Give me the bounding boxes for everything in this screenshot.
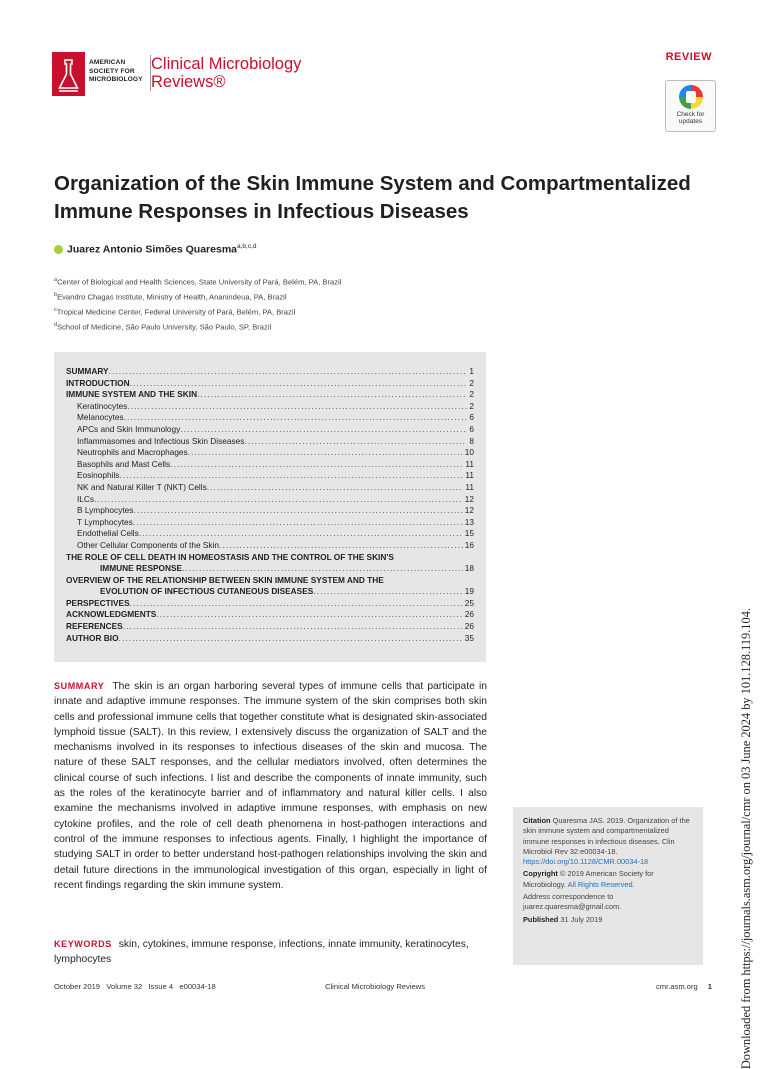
toc-entry[interactable]: Eosinophils . . . 11 [66, 470, 474, 482]
toc-entry[interactable]: SUMMARY . . . 1 [66, 366, 474, 378]
copyright: Copyright © 2019 American Society for Microbiology. All Rights Reserved. [523, 869, 654, 889]
author-line [54, 243, 257, 256]
society-name: AMERICAN SOCIETY FOR MICROBIOLOGY [89, 59, 143, 84]
toc-entry-continued[interactable]: IMMUNE RESPONSE . . . 18 [66, 563, 474, 575]
toc-entry[interactable]: Basophils and Mast Cells . . . 11 [66, 459, 474, 471]
toc-entry[interactable]: OVERVIEW OF THE RELATIONSHIP BETWEEN SKIN IMMUNE SYSTEM AND THE [66, 574, 384, 585]
toc-entry[interactable]: ILCs . . . 12 [66, 494, 474, 506]
article-title: Organization of the Skin Immune System and Compartmentalized Immune Responses in Infectious Diseases [54, 172, 691, 223]
crossmark-icon [679, 85, 703, 109]
page-number: 1 [707, 982, 712, 991]
affiliation: $^a$Center of Biological and Health Sciences, State University of Pará, Belém, PA, Brazil [54, 277, 342, 287]
doi-link[interactable]: https://doi.org/10.1128/CMR.00034-18 [523, 857, 649, 867]
keywords [54, 937, 487, 968]
citation: Citation Quaresma JAS. 2019. Organization of the skin immune system and compartmentalized immune responses in infectious diseases. Clin Microbiol Rev 32:e00034-18. https://doi.org/10.1128/CMR.00034-18 [523, 816, 690, 867]
author-affiliation-marks: a,b,c,d [237, 243, 257, 250]
keywords-text: skin, cytokines, immune response, infections, innate immunity, keratinocytes, lymphocytes [54, 939, 469, 966]
toc-entry[interactable]: Endothelial Cells . . . 15 [66, 528, 474, 540]
published: Published 31 July 2019 [523, 914, 603, 924]
rights-link[interactable]: All Rights Reserved. [567, 879, 635, 889]
toc-entry[interactable]: Keratinocytes . . . 2 [66, 401, 474, 413]
toc-entry[interactable]: REFERENCES . . . 26 [66, 621, 474, 633]
check-for-updates-button[interactable] [665, 80, 716, 132]
citation-box [513, 807, 703, 965]
orcid-icon[interactable] [54, 245, 63, 254]
toc-entry[interactable]: Inflammasomes and Infectious Skin Diseases . . . 8 [66, 436, 474, 448]
toc-entry[interactable]: AUTHOR BIO . . . 35 [66, 633, 474, 645]
toc-entry[interactable]: APCs and Skin Immunology . . . 6 [66, 424, 474, 436]
toc-list [66, 366, 474, 644]
toc-entry[interactable]: Neutrophils and Macrophages . . . 10 [66, 447, 474, 459]
issue-info: October 2019 Volume 32 Issue 4 e00034-18 [54, 982, 216, 991]
affiliation: $^b$Evandro Chagas Institute, Ministry of Health, Ananindeua, PA, Brazil [54, 292, 287, 302]
article-type-label: REVIEW [665, 51, 712, 63]
toc-entry-continued[interactable]: EVOLUTION OF INFECTIOUS CUTANEOUS DISEASES . . . 19 [66, 586, 474, 598]
toc-entry[interactable]: Melanocytes . . . 6 [66, 412, 474, 424]
summary-label: SUMMARY [54, 681, 105, 691]
author-name[interactable]: Juarez Antonio Simões Quaresma [67, 243, 237, 256]
toc-entry[interactable]: T Lymphocytes . . . 13 [66, 517, 474, 529]
summary-text: The skin is an organ harboring several types of immune cells that participate in innate and adaptive immune responses. The immune system of the skin comprises both skin cells and professional immune cells that together constitute what is designated skin-associated lymphoid tissue (SALT). In this review, I extensively discuss the organization of SALT and the mechanisms involved in its responses to infectious diseases of the skin and mucosa. The nature of these SALT responses, and the cellular mediators involved, often determines the clinical course of such infections. I list and describe the components of innate immunity, such as the roles of the keratinocyte barrier and of inflammatory and natural killer cells. I also examine the mechanisms involved in adaptive immune responses, with emphasis on new cytokine profiles, and the role of cell death phenomena in host-pathogen interactions and control of the immune responses to infectious agents. Finally, I highlight the importance of studying SALT in order to better understand host-pathogen relationships involving the skin and detail future directions in the immunological investigation of this organ, especially in light of recent findings regarding the skin immune system. [54, 681, 487, 891]
footer-right [656, 982, 712, 991]
footer-journal-name: Clinical Microbiology Reviews [325, 982, 426, 991]
toc-entry[interactable]: NK and Natural Killer T (NKT) Cells . . . 11 [66, 482, 474, 494]
toc-entry[interactable]: IMMUNE SYSTEM AND THE SKIN . . . 2 [66, 389, 474, 401]
table-of-contents [54, 352, 486, 662]
toc-entry[interactable]: INTRODUCTION . . . 2 [66, 378, 474, 390]
keywords-label: KEYWORDS [54, 939, 112, 949]
affiliation: $^d$School of Medicine, São Paulo University, São Paulo, SP, Brazil [54, 322, 272, 332]
asm-flask-icon [52, 52, 85, 96]
check-for-updates-label: Check for updates [676, 111, 705, 125]
toc-entry[interactable]: ACKNOWLEDGMENTS . . . 26 [66, 609, 474, 621]
affiliation: $^c$Tropical Medicine Center, Federal University of Pará, Belém, PA, Brazil [54, 307, 296, 317]
journal-site-link[interactable]: cmr.asm.org [655, 982, 698, 991]
asm-logo [52, 50, 148, 98]
toc-entry[interactable]: B Lymphocytes . . . 12 [66, 505, 474, 517]
toc-entry[interactable]: Other Cellular Components of the Skin . . . 16 [66, 540, 474, 552]
journal-name: Clinical Microbiology Reviews® [151, 55, 302, 91]
abstract [54, 679, 487, 893]
toc-entry[interactable]: THE ROLE OF CELL DEATH IN HOMEOSTASIS AND THE CONTROL OF THE SKIN'S [66, 551, 394, 562]
toc-entry[interactable]: PERSPECTIVES . . . 25 [66, 598, 474, 610]
download-watermark: Downloaded from https://journals.asm.org/journal/cmr on 03 June 2024 by 101.128.119.104. [739, 608, 753, 1069]
correspondence: Address correspondence to juarez.quaresma@gmail.com. [523, 892, 622, 912]
